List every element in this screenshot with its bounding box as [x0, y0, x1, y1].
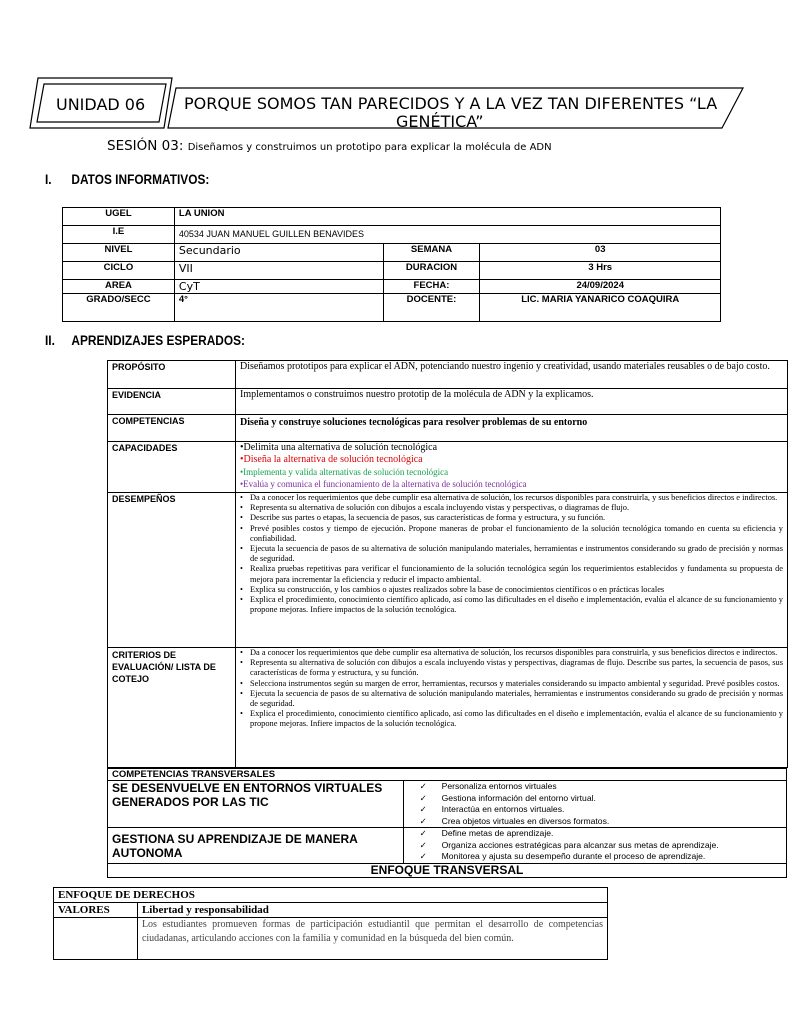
enfoque-derechos-title: ENFOQUE DE DERECHOS [54, 888, 608, 903]
enfoque-transversal-title: ENFOQUE TRANSVERSAL [108, 864, 787, 878]
ciclo-value: VII [174, 262, 383, 280]
check-icon: ✓ [419, 839, 427, 850]
docente-value: LIC. MARIA YANARICO COAQUIRA [480, 294, 721, 322]
desempeno-item: • Prevé posibles costos y tiempo de ejecución. Propone maneras de probar el funcionamiento de la solución tecnológica tomando en cuenta su eficiencia y confiabilidad. [250, 524, 783, 544]
transversales-header: COMPETENCIAS TRANSVERSALES [108, 769, 787, 781]
duracion-label: DURACION [383, 262, 480, 280]
area-value: CyT [174, 280, 383, 294]
criterio-item: • Selecciona instrumentos según su margen de error, herramientas, recursos y materiales considerando su impacto ambiental y seguridad. Prevé posibles costos. [250, 679, 783, 689]
desempeno-item: • Explica su construcción, y los cambios o ajustes realizados sobre la base de conocimientos científicos o en prácticas locales [250, 585, 783, 595]
check-icon: ✓ [419, 851, 427, 861]
check-item [408, 816, 782, 828]
desempeno-item: • Ejecuta la secuencia de pasos de su alternativa de solución manipulando materiales, herramientas e instrumentos considerando su grado de precisión y normas de seguridad. [250, 544, 783, 564]
criterio-item: • Explica el procedimiento, conocimiento científico aplicado, así como las dificultades en el diseño e implementación, evalúa el alcance de su funcionamiento y propone mejoras. Infiere impactos de la solución tecnológica. [250, 709, 783, 729]
check-icon: ✓ [419, 792, 427, 803]
evidencia-text: Implementamos o construimos nuestro prototip de la molécula de ADN y la explicamos. [236, 389, 788, 415]
check-item [408, 804, 782, 816]
ie-label: I.E [63, 226, 175, 244]
capacidad-item: •Implementa y valida alternativas de solución tecnológica [240, 467, 449, 477]
criterios-list [240, 648, 783, 730]
grado-value: 4° [174, 294, 383, 322]
transversal-comp-autonoma: GESTIONA SU APRENDIZAJE DE MANERA AUTONOMA [108, 828, 404, 864]
section-aprendizajes-title [45, 333, 245, 348]
check-icon: ✓ [419, 804, 427, 814]
session-line [107, 138, 552, 154]
evidencia-label: EVIDENCIA [108, 389, 236, 415]
grado-label: GRADO/SECC [63, 294, 175, 322]
nivel-value: Secundario [174, 244, 383, 262]
check-item-label: Personaliza entornos virtuales [441, 781, 557, 791]
desempeno-item: • Realiza pruebas repetitivas para verificar el funcionamiento de la solución tecnológica según los requerimientos establecidos y fundamenta su propuesta de mejora para incrementar la eficiencia y reducir el impacto ambiental. [250, 564, 783, 584]
check-item-label: Define metas de aprendizaje. [441, 828, 554, 838]
check-item [408, 793, 782, 805]
desempeno-item: • Representa su alternativa de solución con dibujos a escala incluyendo vistas y perspectivas, o diagramas de flujo. [250, 503, 783, 513]
competencia-text: Diseña y construye soluciones tecnológicas para resolver problemas de su entorno [236, 415, 788, 442]
check-icon: ✓ [419, 828, 427, 838]
check-icon: ✓ [419, 781, 427, 791]
enfoque-derechos-table [53, 887, 608, 960]
desempeno-item: • Describe sus partes o etapas, la secuencia de pasos, sus características de forma y estructura, y su función. [250, 513, 783, 523]
nivel-label: NIVEL [63, 244, 175, 262]
tic-checklist [403, 781, 786, 828]
unit-title [184, 94, 724, 131]
area-label: AREA [63, 280, 175, 294]
unit-title-line1: PORQUE SOMOS TAN PARECIDOS Y A LA VEZ TAN DIFERENTES “LA [184, 94, 718, 113]
desempenos-cell [236, 493, 788, 648]
criterio-item: • Representa su alternativa de solución con dibujos a escala incluyendo vistas y perspectivas, diagramas de flujo. Describe sus partes, la secuencia de pasos, sus características de forma y estructura, y su función. [250, 658, 783, 678]
competencias-label: COMPETENCIAS [108, 415, 236, 442]
section-title-text: APRENDIZAJES ESPERADOS: [71, 333, 246, 348]
capacidades-label: CAPACIDADES [108, 442, 236, 493]
duracion-value: 3 Hrs [480, 262, 721, 280]
ie-value: 40534 JUAN MANUEL GUILLEN BENAVIDES [174, 226, 720, 244]
empty-cell [54, 918, 138, 960]
desempenos-label: DESEMPEÑOS [108, 493, 236, 648]
valores-label: VALORES [54, 903, 138, 918]
desempeno-item: • Explica el procedimiento, conocimiento científico aplicado, así como las dificultades en el diseño e implementación, evalúa el alcance de su funcionamiento y propone mejoras. Infiere impactos de la solución tecnológica. [250, 595, 783, 615]
check-item [408, 840, 782, 852]
proposito-label: PROPÓSITO [108, 361, 236, 389]
docente-label: DOCENTE: [383, 294, 480, 322]
desempenos-list [240, 493, 783, 615]
check-item-label: Monitorea y ajusta su desempeño durante el proceso de aprendizaje. [441, 851, 706, 861]
capacidad-item: •Diseña la alternativa de solución tecnológica [240, 454, 423, 465]
criterio-item: • Ejecuta la secuencia de pasos de su alternativa de solución manipulando materiales, herramientas e instrumentos considerando su grado de precisión y normas de seguridad. [250, 689, 783, 709]
criterios-cell [236, 648, 788, 768]
check-item [408, 851, 782, 863]
section-number: I. [45, 172, 52, 187]
autonoma-checklist [403, 828, 786, 864]
check-item-label: Organiza acciones estratégicas para alcanzar sus metas de aprendizaje. [441, 839, 719, 850]
fecha-value: 24/09/2024 [480, 280, 721, 294]
fecha-label: FECHA: [383, 280, 480, 294]
ugel-label: UGEL [63, 208, 175, 226]
section-title-text: DATOS INFORMATIVOS: [71, 172, 210, 187]
check-icon: ✓ [419, 815, 427, 826]
section-number: II. [45, 333, 55, 348]
criterio-item: • Da a conocer los requerimientos que debe cumplir esa alternativa de solución, los recursos disponibles para construirla, y sus beneficios directos e indirectos. [250, 648, 783, 658]
criterios-label: CRITERIOS DE EVALUACIÓN/ LISTA DE COTEJO [108, 648, 236, 768]
competencias-transversales-table [107, 768, 787, 878]
check-item-label: Interactúa en entornos virtuales. [441, 804, 565, 814]
valor-descripcion: Los estudiantes promueven formas de participación estudiantil que permitan el desarrollo de competencias ciudadanas, articulando acciones con la familia y comunidad en la búsqueda del bien común. [137, 918, 607, 960]
capacidad-item: •Evalúa y comunica el funcionamiento de la alternativa de solución tecnológica [240, 479, 527, 489]
desempeno-item: • Da a conocer los requerimientos que debe cumplir esa alternativa de solución, los recursos disponibles para construirla, y sus beneficios directos e indirectos. [250, 493, 783, 503]
semana-label: SEMANA [383, 244, 480, 262]
unit-title-line2: GENÉTICA” [396, 112, 484, 131]
capacidad-item: •Delimita una alternativa de solución tecnológica [240, 442, 438, 453]
ciclo-label: CICLO [63, 262, 175, 280]
unit-label: UNIDAD 06 [56, 95, 146, 114]
check-item [408, 781, 782, 793]
ugel-value: LA UNION [174, 208, 720, 226]
check-item-label: Gestiona información del entorno virtual. [441, 792, 596, 803]
datos-informativos-table [62, 207, 721, 322]
aprendizajes-table [107, 360, 788, 768]
check-item-label: Crea objetos virtuales en diversos formatos. [441, 815, 610, 826]
transversal-comp-tic: SE DESENVUELVE EN ENTORNOS VIRTUALES GENERADOS POR LAS TIC [108, 781, 404, 828]
capacidades-list [236, 442, 788, 493]
session-label: SESIÓN 03: [107, 138, 184, 154]
check-item [408, 828, 782, 840]
proposito-text: Diseñamos prototipos para explicar el ADN, potenciando nuestro ingenio y creatividad, usando materiales reusables o de bajo costo. [236, 361, 788, 389]
valor-text: Libertad y responsabilidad [137, 903, 607, 918]
session-text: Diseñamos y construimos un prototipo para explicar la molécula de ADN [187, 142, 552, 153]
section-datos-title [45, 172, 209, 187]
semana-value: 03 [480, 244, 721, 262]
